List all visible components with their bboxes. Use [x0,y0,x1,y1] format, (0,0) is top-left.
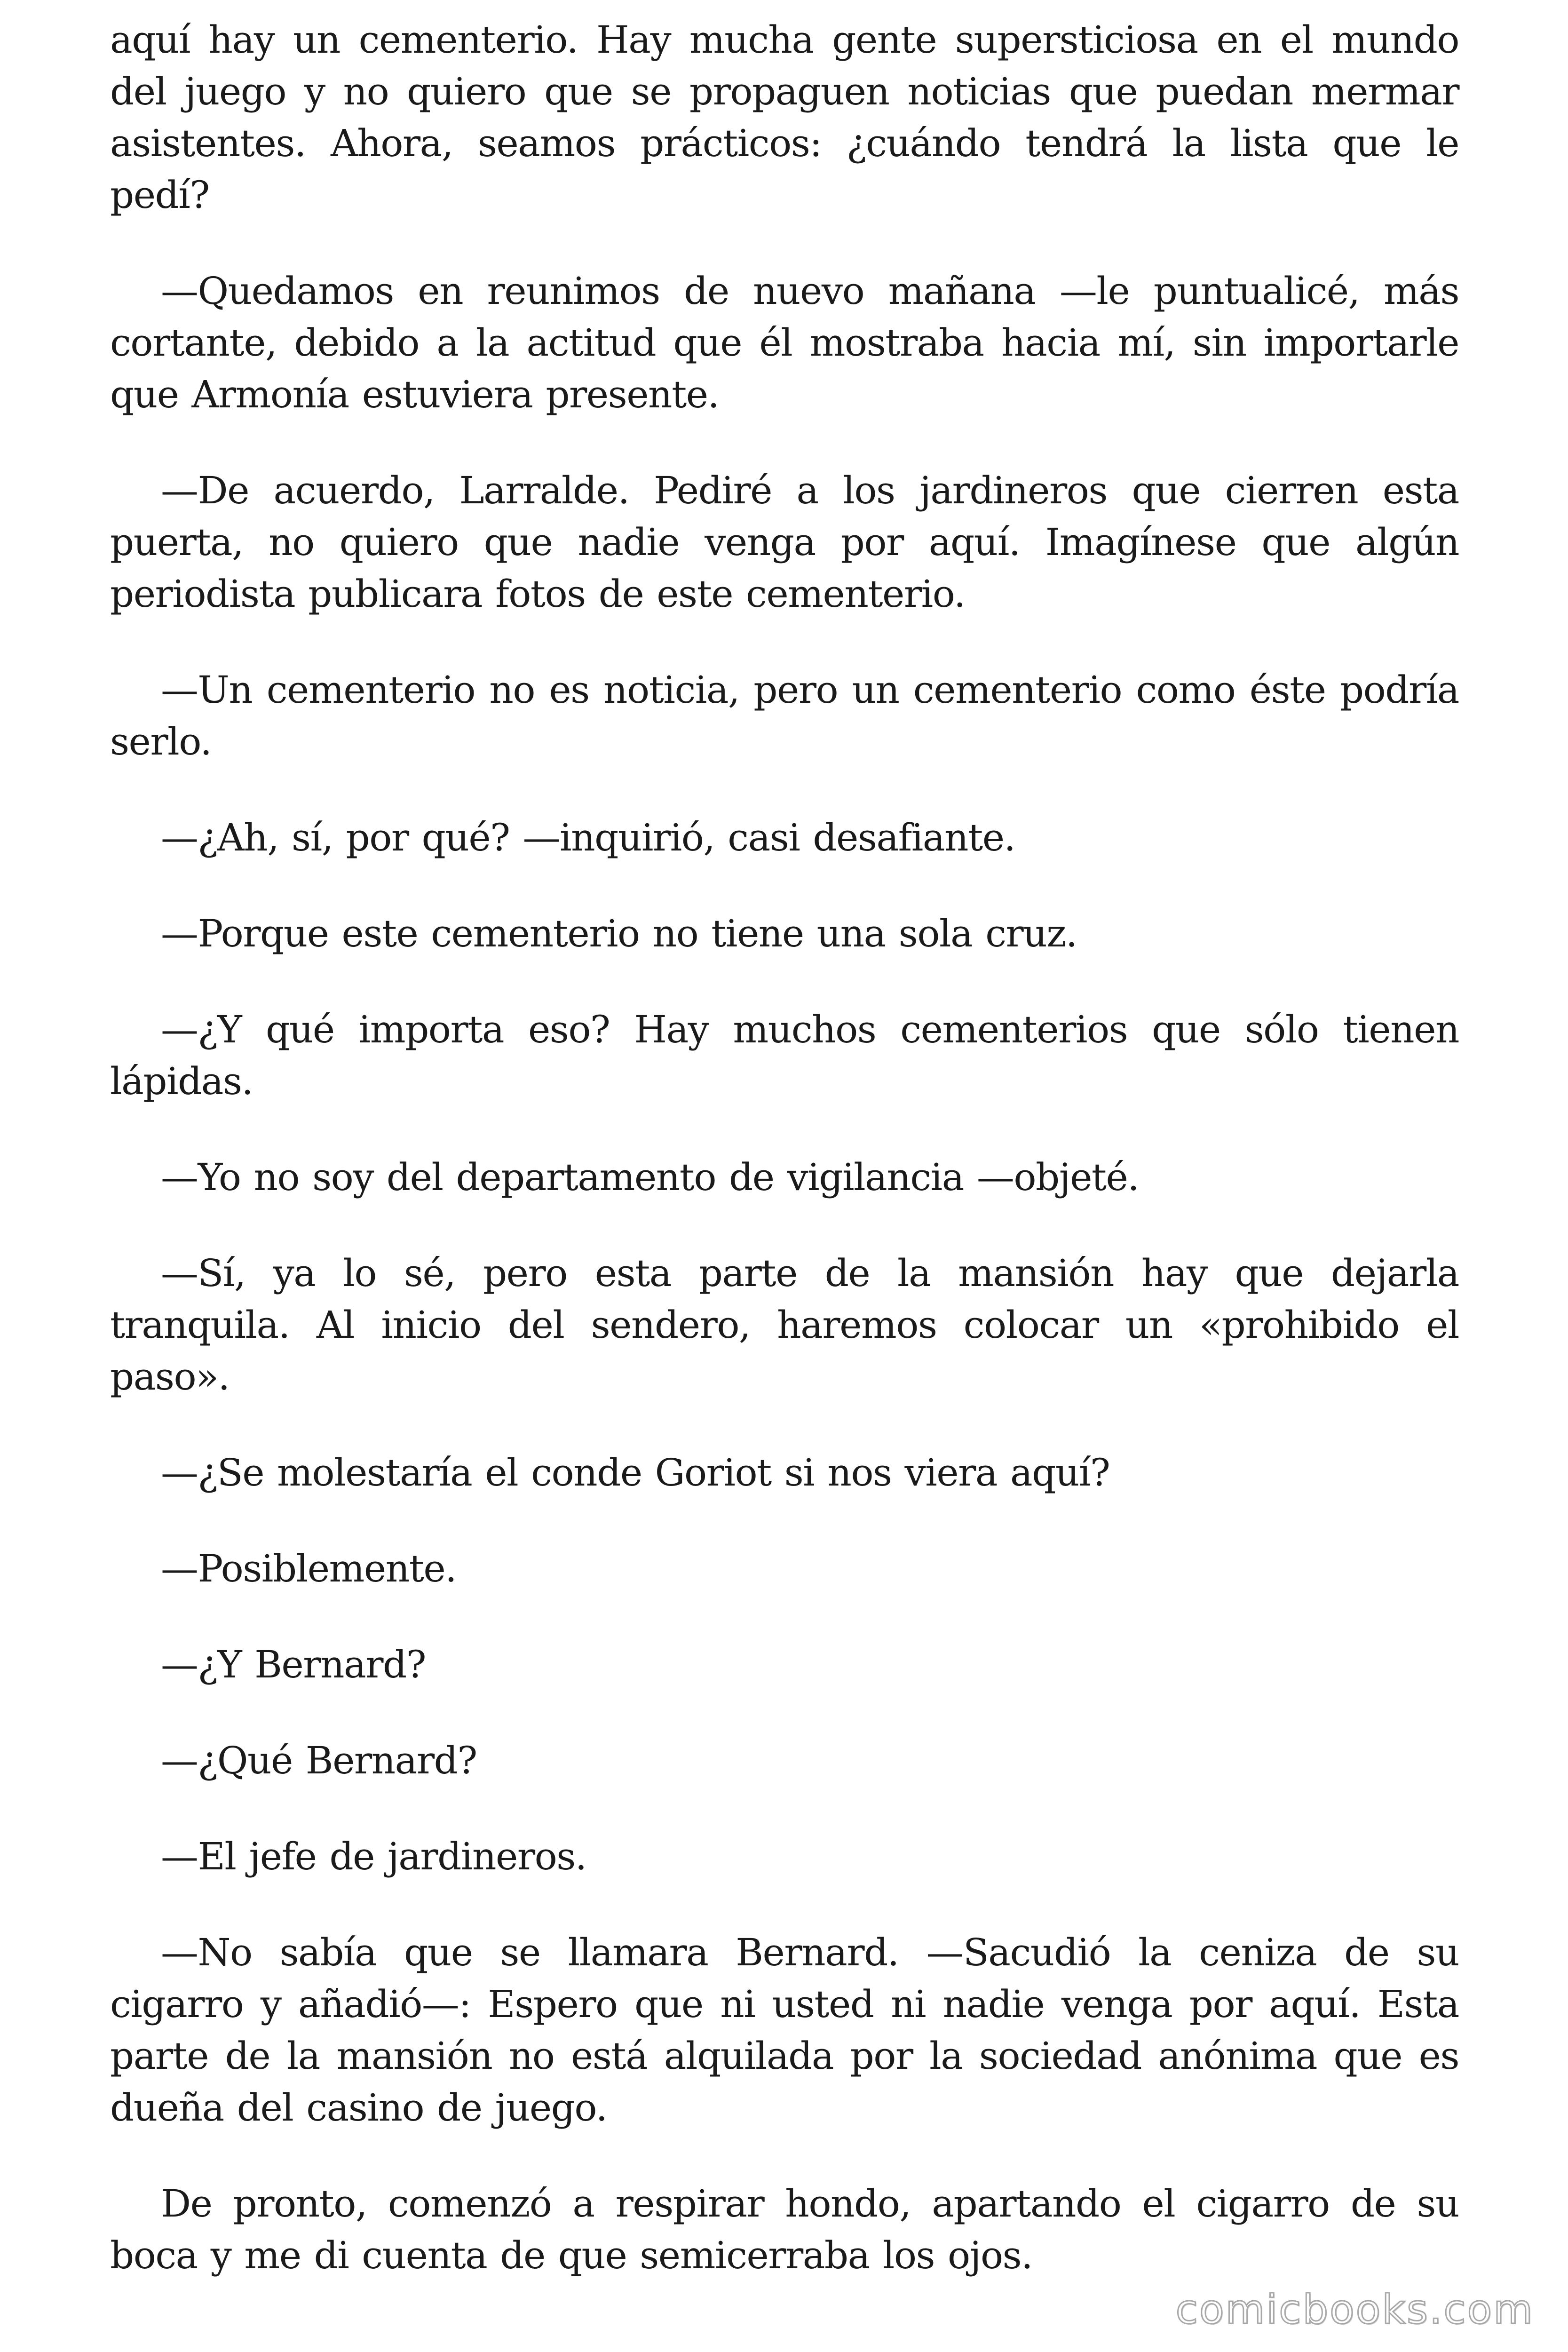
paragraph-15: —No sabía que se llamara Bernard. —Sacudió la ceniza de su cigarro y añadió—: Espero que ni usted ni nadie venga por aquí. Esta parte de la mansión no está alquilada por la sociedad anónima que es dueña del casino de juego. [110,1931,1459,2130]
paragraph-13: —¿Qué Bernard? [161,1739,477,1782]
book-page-text [110,14,1459,2281]
paragraph-4: —Un cementerio no es noticia, pero un cementerio como éste podría serlo. [110,668,1459,763]
paragraph-1: aquí hay un cementerio. Hay mucha gente supersticiosa en el mundo del juego y no quiero que se propaguen noticias que puedan mermar asistentes. Ahora, seamos prácticos: ¿cuándo tendrá la lista que le pedí? [110,18,1459,217]
paragraph-2: —Quedamos en reunimos de nuevo mañana —le puntualicé, más cortante, debido a la actitud que él mostraba hacia mí, sin importarle que Armonía estuviera presente. [110,269,1459,416]
paragraph-16: De pronto, comenzó a respirar hondo, apartando el cigarro de su boca y me di cuenta de que semicerraba los ojos. [110,2182,1459,2277]
paragraph-9: —Sí, ya lo sé, pero esta parte de la mansión hay que dejarla tranquila. Al inicio del sendero, haremos colocar un «prohibido el paso». [110,1251,1459,1398]
paragraph-10: —¿Se molestaría el conde Goriot si nos viera aquí? [161,1451,1110,1494]
paragraph-6: —Porque este cementerio no tiene una sola cruz. [161,912,1077,955]
paragraph-14: —El jefe de jardineros. [161,1835,586,1878]
paragraph-12: —¿Y Bernard? [161,1643,426,1686]
paragraph-5: —¿Ah, sí, por qué? —inquirió, casi desafiante. [161,816,1015,859]
paragraph-11: —Posiblemente. [161,1547,457,1590]
paragraph-3: —De acuerdo, Larralde. Pediré a los jardineros que cierren esta puerta, no quiero que nadie venga por aquí. Imagínese que algún periodista publicara fotos de este cementerio. [110,469,1459,616]
paragraph-7: —¿Y qué importa eso? Hay muchos cementerios que sólo tienen lápidas. [110,1008,1459,1103]
watermark-logo: comicbooks.com [1175,2286,1534,2333]
paragraph-8: —Yo no soy del departamento de vigilancia —objeté. [161,1155,1139,1199]
